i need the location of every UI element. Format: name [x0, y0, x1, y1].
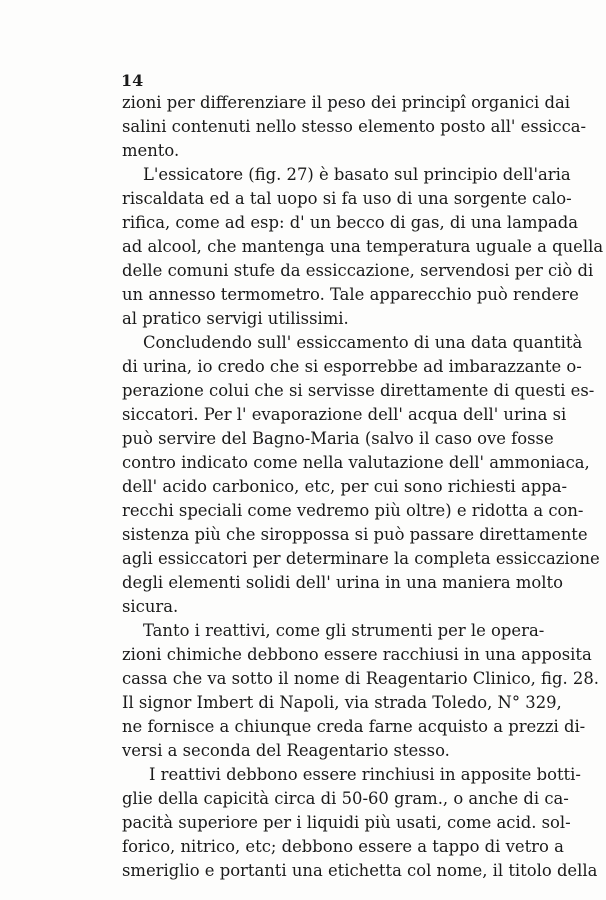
text-line-22: sicura. [122, 597, 179, 616]
text-line-2: salini contenuti nello stesso elemento posto all' essicca- [122, 117, 587, 136]
text-line-15: può servire del Bagno-Maria (salvo il caso ove fosse [122, 429, 554, 448]
text-line-1: zioni per differenziare il peso dei principî organici dai [122, 93, 570, 112]
text-line-19: sistenza più che siroppossa si può passare direttamente [122, 525, 588, 544]
text-line-12: di urina, io credo che si esporrebbe ad imbarazzante o- [122, 357, 582, 376]
text-line-25: cassa che va sotto il nome di Reagentario Clinico, fig. 28. [122, 669, 599, 688]
text-line-20: agli essiccatori per determinare la completa essiccazione [122, 549, 600, 568]
text-line-9: un annesso termometro. Tale apparecchio può rendere [122, 285, 579, 304]
text-line-13: perazione colui che si servisse direttamente di questi es- [122, 381, 595, 400]
text-line-10: al pratico servigi utilissimi. [122, 309, 349, 328]
text-line-11: Concludendo sull' essiccamento di una data quantità [143, 333, 583, 352]
text-line-7: ad alcool, che mantenga una temperatura uguale a quella [122, 237, 604, 256]
text-line-6: rifica, come ad esp: d' un becco di gas, di una lampada [122, 213, 579, 232]
text-line-8: delle comuni stufe da essiccazione, servendosi per ciò di [122, 261, 594, 280]
text-line-3: mento. [122, 141, 180, 160]
text-line-30: glie della capicità circa di 50-60 gram., o anche di ca- [122, 789, 569, 808]
text-line-28: versi a seconda del Reagentario stesso. [122, 741, 450, 760]
text-line-27: ne fornisce a chiunque creda farne acquisto a prezzi di- [122, 717, 586, 736]
text-line-18: recchi speciali come vedremo più oltre) e ridotta a con- [122, 501, 584, 520]
page-number: 14 [121, 71, 144, 90]
text-line-4: L'essicatore (fig. 27) è basato sul principio dell'aria [143, 165, 571, 184]
text-line-32: forico, nitrico, etc; debbono essere a tappo di vetro a [122, 837, 564, 856]
text-line-29: I reattivi debbono essere rinchiusi in apposite botti- [149, 765, 581, 784]
text-line-24: zioni chimiche debbono essere racchiusi in una apposita [122, 645, 592, 664]
text-line-5: riscaldata ed a tal uopo si fa uso di una sorgente calo- [122, 189, 572, 208]
text-line-26: Il signor Imbert di Napoli, via strada Toledo, N° 329, [122, 693, 562, 712]
text-line-16: contro indicato come nella valutazione dell' ammoniaca, [122, 453, 590, 472]
text-line-23: Tanto i reattivi, come gli strumenti per le opera- [143, 621, 545, 640]
text-line-21: degli elementi solidi dell' urina in una maniera molto [122, 573, 563, 592]
text-line-31: pacità superiore per i liquidi più usati, come acid. sol- [122, 813, 571, 832]
text-line-14: siccatori. Per l' evaporazione dell' acqua dell' urina si [122, 405, 567, 424]
text-line-33: smeriglio e portanti una etichetta col nome, il titolo della [122, 861, 598, 880]
text-line-17: dell' acido carbonico, etc, per cui sono richiesti appa- [122, 477, 568, 496]
